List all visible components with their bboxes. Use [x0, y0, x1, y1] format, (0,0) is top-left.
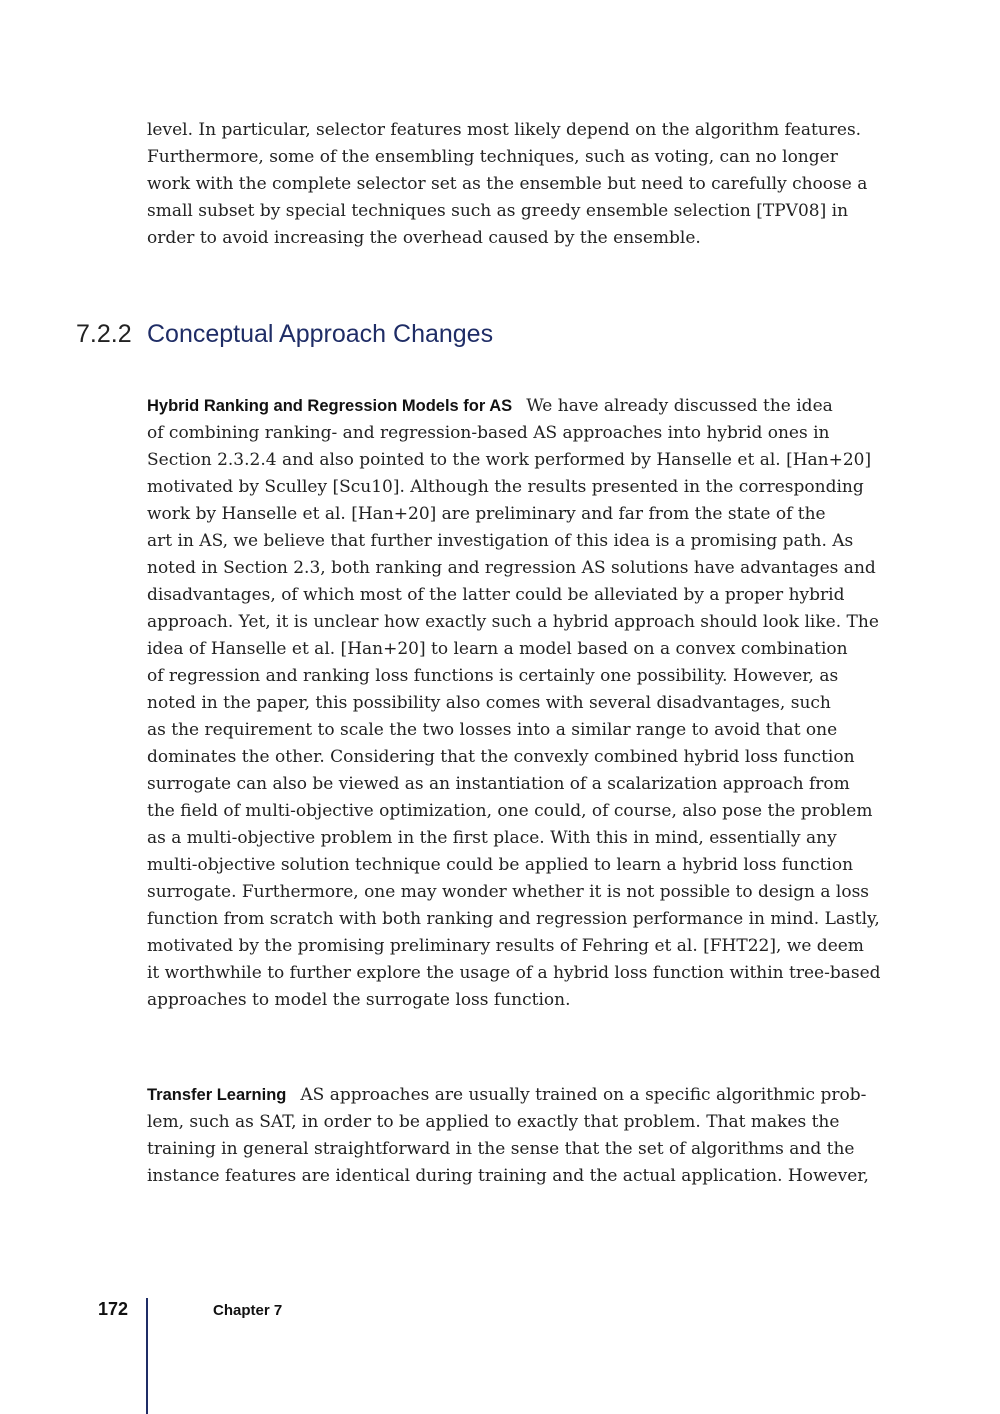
- hybrid-line: dominates the other. Considering that the convexly combined hybrid loss function: [147, 747, 855, 767]
- hybrid-line: surrogate can also be viewed as an instantiation of a scalarization approach from: [147, 774, 850, 794]
- hybrid-line: as a multi-objective problem in the first place. With this in mind, essentially any: [147, 828, 837, 848]
- hybrid-line: We have already discussed the idea: [526, 396, 833, 416]
- hybrid-heading: Hybrid Ranking and Regression Models for AS: [147, 397, 513, 415]
- intro-line: work with the complete selector set as the ensemble but need to carefully choose a: [147, 174, 868, 194]
- page-number: 172: [98, 1299, 129, 1319]
- intro-line: level. In particular, selector features most likely depend on the algorithm features.: [147, 120, 862, 140]
- hybrid-line: surrogate. Furthermore, one may wonder whether it is not possible to design a loss: [147, 882, 870, 902]
- hybrid-line: disadvantages, of which most of the latter could be alleviated by a proper hybrid: [147, 585, 845, 605]
- hybrid-line: art in AS, we believe that further investigation of this idea is a promising path. As: [147, 531, 854, 551]
- hybrid-line: the field of multi-objective optimization, one could, of course, also pose the problem: [147, 801, 873, 821]
- hybrid-line: of combining ranking- and regression-based AS approaches into hybrid ones in: [147, 423, 830, 443]
- hybrid-line: idea of Hanselle et al. [Han+20] to learn a model based on a convex combination: [147, 639, 848, 659]
- chapter-label: Chapter 7: [213, 1302, 283, 1319]
- section-heading: [76, 318, 493, 350]
- hybrid-line: work by Hanselle et al. [Han+20] are preliminary and far from the state of the: [147, 504, 826, 524]
- transfer-heading: Transfer Learning: [147, 1086, 287, 1104]
- hybrid-first-line: [147, 396, 833, 416]
- hybrid-line: as the requirement to scale the two losses into a similar range to avoid that one: [147, 720, 838, 740]
- hybrid-line: approaches to model the surrogate loss function.: [147, 990, 571, 1010]
- transfer-line: training in general straightforward in the sense that the set of algorithms and the: [147, 1139, 855, 1159]
- transfer-first-line: [147, 1085, 867, 1105]
- intro-line: Furthermore, some of the ensembling techniques, such as voting, can no longer: [147, 147, 838, 167]
- hybrid-line: noted in Section 2.3, both ranking and regression AS solutions have advantages and: [147, 558, 876, 578]
- hybrid-line: motivated by Sculley [Scu10]. Although the results presented in the corresponding: [147, 477, 864, 497]
- hybrid-line: noted in the paper, this possibility also comes with several disadvantages, such: [147, 693, 831, 713]
- hybrid-line: Section 2.3.2.4 and also pointed to the work performed by Hanselle et al. [Han+20]: [147, 450, 872, 470]
- hybrid-line: it worthwhile to further explore the usage of a hybrid loss function within tree-based: [147, 963, 881, 983]
- section-title: Conceptual Approach Changes: [147, 320, 494, 348]
- transfer-line: AS approaches are usually trained on a specific algorithmic prob-: [300, 1085, 867, 1105]
- hybrid-line: function from scratch with both ranking and regression performance in mind. Lastly,: [147, 909, 880, 929]
- footer-divider: [146, 1298, 148, 1414]
- section-number: 7.2.2: [76, 320, 132, 348]
- transfer-line: lem, such as SAT, in order to be applied to exactly that problem. That makes the: [147, 1112, 840, 1132]
- intro-line: order to avoid increasing the overhead caused by the ensemble.: [147, 228, 701, 248]
- hybrid-line: multi-objective solution technique could be applied to learn a hybrid loss function: [147, 855, 854, 875]
- intro-line: small subset by special techniques such as greedy ensemble selection [TPV08] in: [147, 201, 849, 221]
- hybrid-line: of regression and ranking loss functions is certainly one possibility. However, as: [147, 666, 839, 686]
- transfer-line: instance features are identical during training and the actual application. However,: [147, 1166, 869, 1186]
- hybrid-line: approach. Yet, it is unclear how exactly such a hybrid approach should look like. The: [147, 612, 879, 632]
- hybrid-line: motivated by the promising preliminary results of Fehring et al. [FHT22], we deem: [147, 936, 864, 956]
